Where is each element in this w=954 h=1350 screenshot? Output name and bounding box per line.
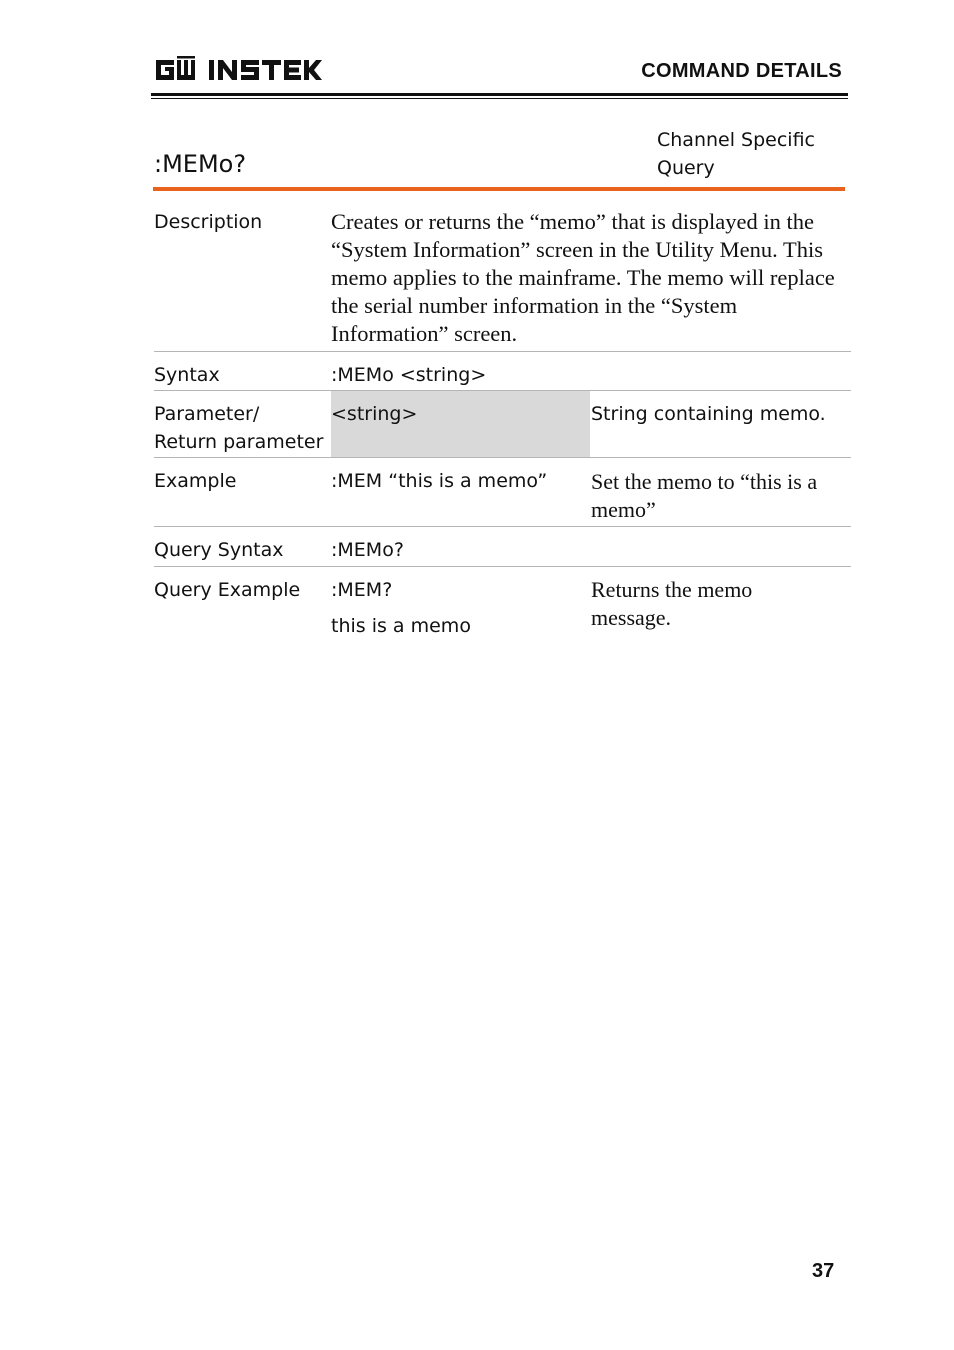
query-example-explanation: Returns the memo message. — [591, 577, 753, 630]
example-row — [154, 458, 851, 527]
query-example-label: Query Example — [154, 579, 301, 601]
logo-mark — [154, 56, 324, 84]
query-syntax-row — [154, 527, 851, 567]
header-rule — [151, 93, 848, 96]
query-syntax-value: :MEMo? — [331, 539, 404, 561]
section-title: COMMAND DETAILS — [641, 60, 842, 82]
parameter-label-line1: Parameter/ — [154, 403, 260, 425]
syntax-value: :MEMo <string> — [331, 364, 487, 386]
heading-rule — [153, 187, 845, 191]
command-type — [657, 126, 847, 182]
query-syntax-label: Query Syntax — [154, 539, 284, 561]
example-command: :MEM “this is a memo” — [331, 470, 548, 492]
syntax-label: Syntax — [154, 364, 220, 386]
syntax-row — [154, 352, 851, 391]
parameter-meaning: String containing memo. — [591, 403, 826, 425]
parameter-label-line2: Return parameter — [154, 431, 324, 453]
description-row — [154, 200, 851, 352]
query-example-row — [154, 567, 851, 647]
description-label: Description — [154, 211, 263, 233]
command-type-line1: Channel Specific — [657, 129, 815, 151]
description-text: Creates or returns the “memo” that is displayed in the “System Information” screen in the Utility Menu. This memo applies to the mainframe. The memo will replace the serial number information in the “System Information” screen. — [331, 209, 835, 346]
parameter-name: <string> — [331, 403, 418, 425]
command-name: :MEMo? — [154, 150, 247, 178]
header-rule-thin — [151, 98, 848, 99]
command-type-line2: Query — [657, 157, 715, 179]
page-number: 37 — [812, 1260, 835, 1282]
parameter-row — [154, 391, 851, 458]
example-explanation: Set the memo to “this is a memo” — [591, 469, 818, 522]
example-label: Example — [154, 470, 237, 492]
query-example-response: this is a memo — [331, 615, 471, 637]
query-example-command: :MEM? — [331, 579, 393, 601]
parameter-label — [154, 400, 330, 456]
gw-instek-logo — [154, 56, 324, 88]
